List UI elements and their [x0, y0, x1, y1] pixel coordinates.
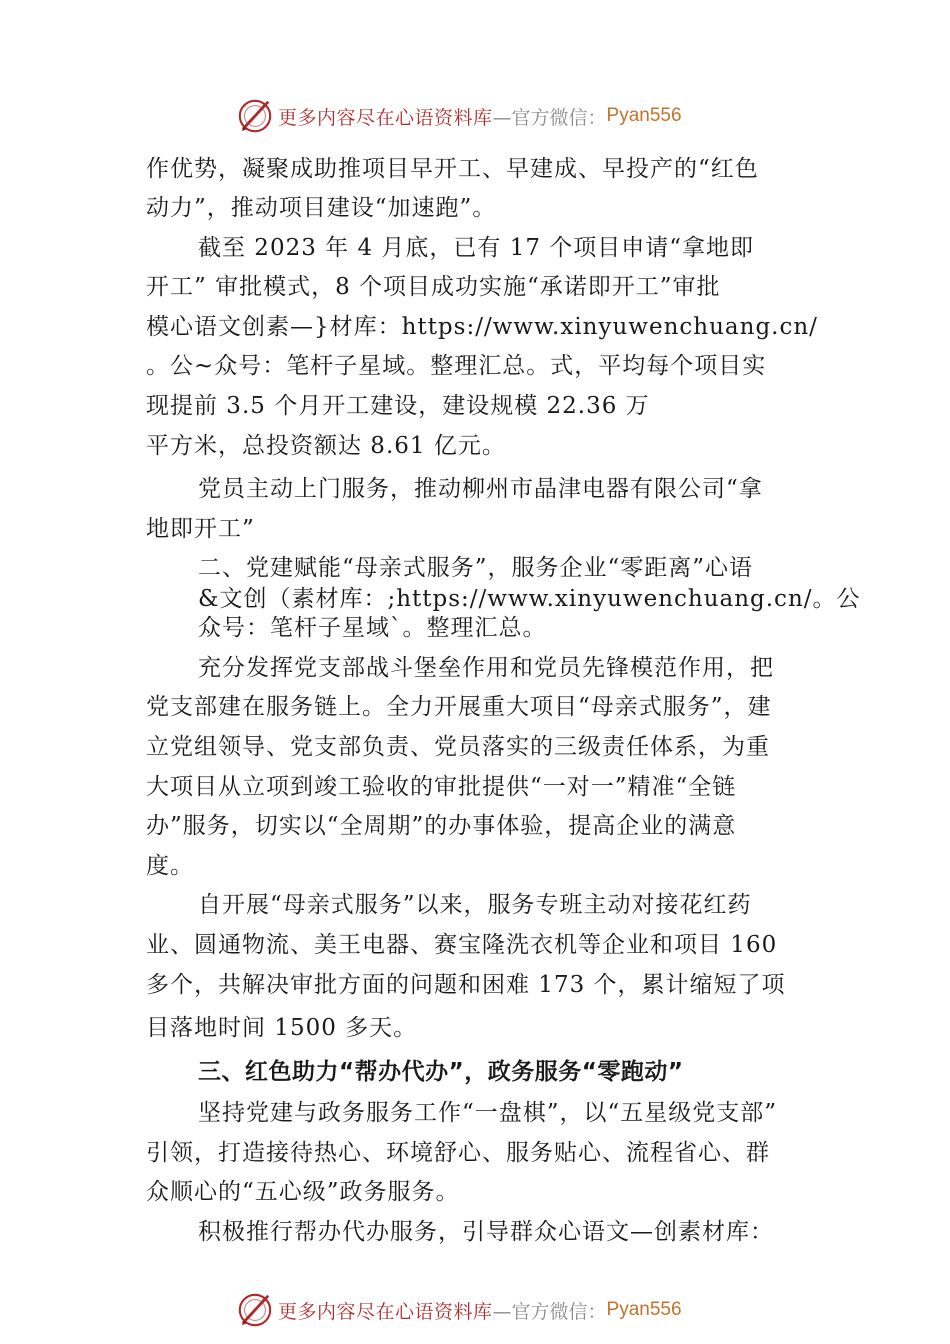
body-line: 党员主动上门服务，推动柳州市晶津电器有限公司“拿 [198, 476, 763, 502]
body-line: 模心语文创素—}材库：https://www.xinyuwenchuang.cn/ [146, 314, 818, 340]
body-line: 业、圆通物流、美王电器、赛宝隆洗衣机等企业和项目 160 [146, 932, 778, 958]
body-line: 开工” 审批模式，8 个项目成功实施“承诺即开工”审批 [146, 274, 721, 300]
body-line: 办”服务，切实以“全周期”的办事体验，提高企业的满意 [146, 813, 737, 839]
banner-wechat-id: Pyan556 [606, 1299, 682, 1320]
body-line: 大项目从立项到竣工验收的审批提供“一对一”精准“全链 [146, 774, 737, 800]
body-line: 立党组领导、党支部负责、党员落实的三级责任体系，为重 [146, 734, 770, 760]
body-line: 平方米，总投资额达 8.61 亿元。 [146, 433, 506, 459]
banner-wechat-label: —官方微信： [492, 1300, 607, 1323]
body-line: 目落地时间 1500 多天。 [146, 1015, 418, 1041]
body-line: 多个，共解决审批方面的问题和困难 173 个，累计缩短了项 [146, 972, 786, 998]
body-line: 党支部建在服务链上。全力开展重大项目“母亲式服务”，建 [146, 694, 772, 720]
body-line: 充分发挥党支部战斗堡垒作用和党员先锋模范作用，把 [198, 655, 774, 681]
body-line: 动力”，推动项目建设“加速跑”。 [146, 195, 497, 221]
banner-brand-text: 更多内容尽在心语资料库 [278, 1300, 493, 1323]
section-heading: 二、党建赋能“母亲式服务”，服务企业“零距离”心语 [198, 555, 754, 581]
body-line: 引领，打造接待热心、环境舒心、服务贴心、流程省心、群 [146, 1140, 770, 1166]
banner-wechat-label: —官方微信： [492, 106, 607, 129]
body-line: 度。 [146, 853, 194, 879]
body-line: 。公~众号：笔杆子星域。整理汇总。式，平均每个项目实 [146, 353, 767, 379]
banner-wechat-id: Pyan556 [606, 105, 682, 126]
body-line: 坚持党建与政务服务工作“一盘棋”，以“五星级党支部” [198, 1100, 778, 1126]
body-line: 作优势，凝聚成助推项目早开工、早建成、早投产的“红色 [146, 156, 759, 182]
body-line: &文创（素材库：;https://www.xinyuwenchuang.cn/。公 [198, 586, 861, 612]
body-line: 积极推行帮办代办服务，引导群众心语文—创素材库： [198, 1219, 774, 1245]
body-line: 地即开工” [146, 516, 255, 542]
brush-logo-icon [236, 97, 274, 135]
header-banner [236, 96, 682, 136]
banner-brand-text: 更多内容尽在心语资料库 [278, 106, 493, 129]
body-line: 现提前 3.5 个月开工建设，建设规模 22.36 万 [146, 393, 650, 419]
section-heading: 三、红色助力“帮办代办”，政务服务“零跑动” [198, 1059, 684, 1085]
body-line: 截至 2023 年 4 月底，已有 17 个项目申请“拿地即 [198, 235, 755, 261]
brush-logo-icon [236, 1291, 274, 1329]
footer-banner [236, 1290, 682, 1330]
body-line: 自开展“母亲式服务”以来，服务专班主动对接花红药 [198, 892, 752, 918]
body-line: 众号：笔杆子星域`。整理汇总。 [198, 615, 547, 641]
body-line: 众顺心的“五心级”政务服务。 [146, 1179, 460, 1205]
